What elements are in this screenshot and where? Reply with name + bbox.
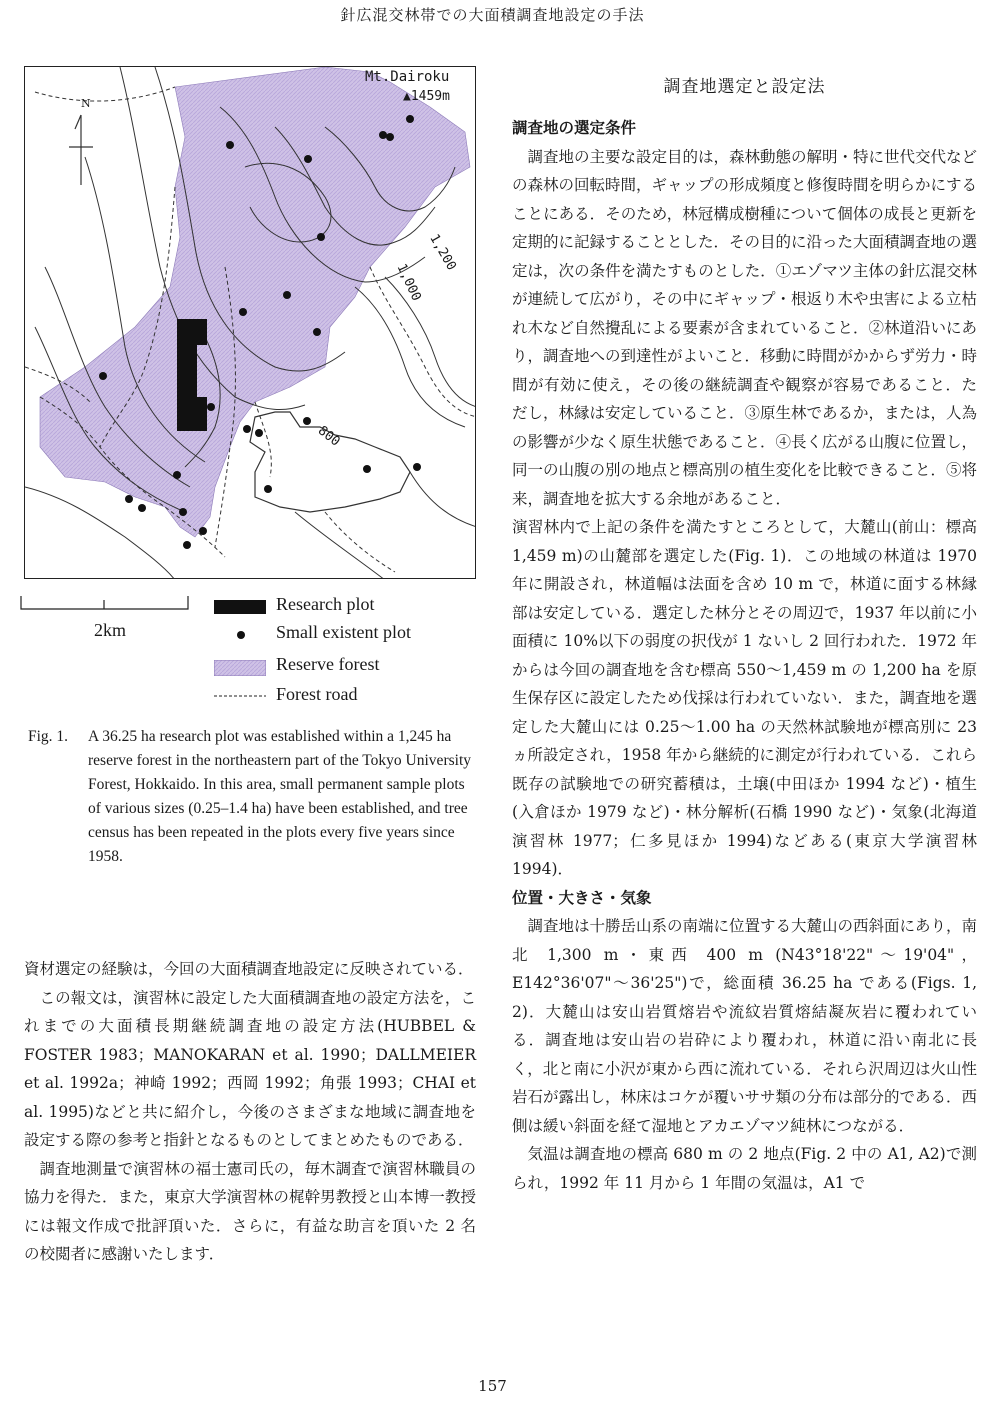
map-legend: 2km Research plot Small existent plot Reserve forest Forest road	[14, 590, 474, 715]
subsection-heading: 調査地の選定条件	[512, 119, 637, 137]
section-title: 調査地選定と設定法	[663, 77, 826, 97]
paragraph: 気温は調査地の標高 680 m の 2 地点(Fig. 2 中の A1, A2)で測られ，1992 年 11 月から 1 年間の気温は，A1 で	[512, 1145, 977, 1192]
peak-elevation: ▲1459m	[403, 89, 450, 104]
scale-bar	[20, 596, 190, 610]
scale-label: 2km	[94, 620, 127, 640]
peak-name: Mt.Dairoku	[365, 69, 450, 85]
contour-label-1000: 1,000	[393, 261, 424, 304]
north-arrow-icon	[69, 115, 93, 185]
left-column	[24, 955, 476, 1269]
contour-label-800: 800	[314, 423, 343, 450]
acknowledgements: 調査地測量で演習林の福士憲司氏の，毎木調査で演習林職員の協力を得た．また，東京大学演習林の梶幹男教授と山本博一教授には報文作成で批評頂いた．さらに，有益な助言を頂いた 2 名の校閲者に感謝いたします．	[24, 1159, 476, 1263]
map-drawing	[25, 67, 476, 579]
figure-caption-text: A 36.25 ha research plot was established within a 1,245 ha reserve forest in the northeastern part of the Tokyo University Forest, Hokkaido. In this area, small permanent sample plots of various sizes (0.25–1.4 ha) have been established, and tree census has been repeated in the plots every five years since 1958.	[88, 728, 471, 865]
figure-map	[24, 66, 476, 579]
contour-label-1200: 1,200	[426, 231, 459, 274]
figure-label: Fig. 1.	[28, 728, 69, 745]
page-header: 針広混交林帯での大面積調査地設定の手法	[340, 6, 645, 24]
paragraph: 調査地は十勝岳山系の南端に位置する大麓山の西斜面にあり，南北 1,300 m・東西 400 m (N43°18'22"～19'04"，E142°36'07"～36'25")で，総面積 36.25 ha である(Figs. 1, 2)．大麓山は安山岩質熔岩や流紋岩質熔結凝灰岩に覆われている．調査地は安山岩の岩砕により覆われ，林道に沿い南北に長く，北と南に小沢が東から西に流れている．それら沢周辺は火山性岩石が露出し，林床はコケが覆いササ類の分布は部分的である．西側は緩い斜面を経て湿地とアカエゾマツ純林につながる．	[512, 917, 978, 1135]
page-number: 157	[478, 1377, 507, 1395]
paragraph: 演習林内で上記の条件を満たすところとして，大麓山(前山：標高 1,459 m)の山麓部を選定した(Fig. 1)．この地域の林道は 1970 年に開設され，林道幅は法面を含め 10 m で，林道に面する林縁部は安定している．選定した林分とその周辺で，1937 年以前に小面積に 10%以下の弱度の択伐が 1 ないし 2 回行われた．1972 年からは今回の調査地を含む標高 550～1,459 m の 1,200 ha を原生保存区に設定したため伐採は行われていない．また，調査地を選定した大麓山には 0.25～1.00 ha の天然林試験地が標高別に 23 ヵ所設定され，1958 年から継続的に測定が行われている．これら既存の試験地での研究蓄積は，土壌(中田ほか 1994 など)・植生(入倉ほか 1979 など)・林分解析(石橋 1990 など)・気象(北海道演習林 1977；仁多見ほか 1994)などある(東京大学演習林 1994)．	[512, 518, 978, 878]
paragraph: 調査地の主要な設定目的は，森林動態の解明・特に世代交代などの森林の回転時間，ギャップの形成頻度と修復時間を明らかにすることにある．そのため，林冠構成樹種について個体の成長と更新を定期的に記録することとした．その目的に沿った大面積調査地の選定は，次の条件を満たすものとした．①エゾマツ主体の針広混交林が連続して広がり，その中にギャップ・根返り木や虫害による立枯れ木など自然攪乱による要素が含まれていること．②林道沿いにあり，調査地への到達性がよいこと．移動に時間がかからず労力・時間が有効に使え，その後の継続調査や観察が容易であること．ただし，林縁は安定していること．③原生林であるか，または，人為の影響が少なく原生状態であること．④長く広がる山腹に位置し，同一の山腹の別の地点と標高別の植生変化を比較できること．⑤将来，調査地を拡大する余地があること．	[512, 147, 978, 508]
right-column	[512, 114, 977, 1197]
north-label: N	[81, 97, 91, 110]
paragraph: 資材選定の経験は，今回の大面積調査地設定に反映されている．	[24, 960, 474, 978]
paragraph: この報文は，演習林に設定した大面積調査地の設定方法を，これまでの大面積長期継続調査地の設定方法(HUBBEL & FOSTER 1983；MANOKARAN et al. 1990；DALLMEIER et al. 1992a；神崎 1992；西岡 1992；角張 1993；CHAI et al. 1995)などと共に紹介し，今後のさまざまな地域に調査地を設定する際の参考と指針となるものとしてまとめたものである．	[24, 988, 476, 1149]
subsection-heading: 位置・大きさ・気象	[512, 888, 652, 907]
